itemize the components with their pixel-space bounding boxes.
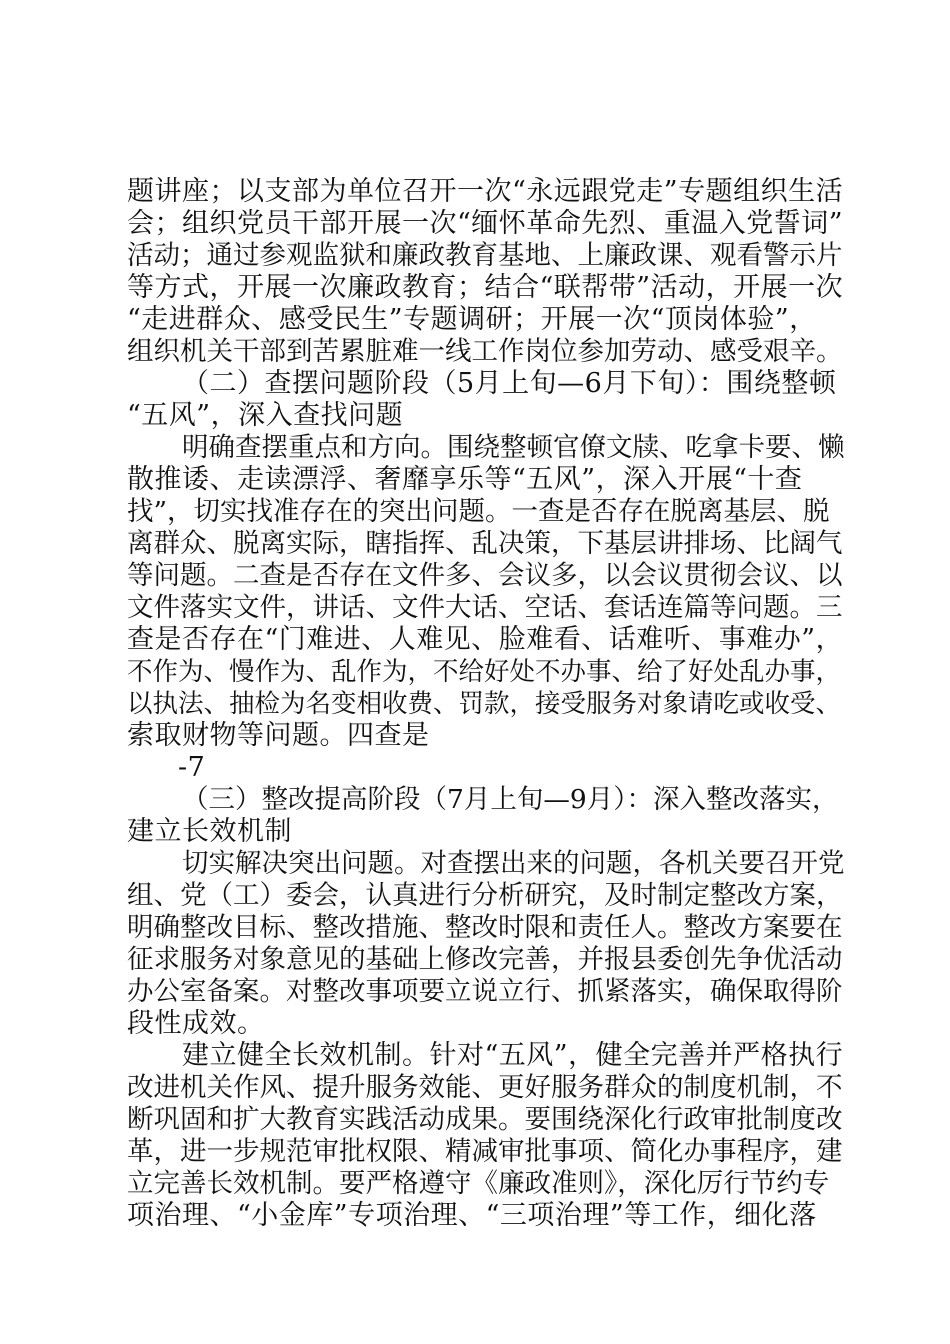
section-heading: “五风”，深入查找问题 xyxy=(127,400,404,431)
body-text-line: 找”，切实找准存在的突出问题。一查是否存在脱离基层、脱 xyxy=(127,496,830,527)
body-text-line: 征求服务对象意见的基础上修改完善，并报县委创先争优活动 xyxy=(127,944,843,975)
body-text-line: 题讲座；以支部为单位召开一次“永远跟党走”专题组织生活 xyxy=(127,176,844,207)
body-text-line: 索取财物等问题。四查是 xyxy=(127,720,430,751)
section-heading: （二）查摆问题阶段（5月上旬—6月下旬）：围绕整顿 xyxy=(182,368,837,399)
body-text-line: 段性成效。 xyxy=(127,1008,265,1039)
section-heading: （三）整改提高阶段（7月上旬—9月）：深入整改落实， xyxy=(182,784,839,815)
body-text-line: 改进机关作风、提升服务效能、更好服务群众的制度机制，不 xyxy=(127,1072,843,1103)
body-text-line: 以执法、抽检为名变相收费、罚款，接受服务对象请吃或收受、 xyxy=(127,689,842,719)
body-text-line: 立完善长效机制。要严格遵守《廉政准则》，深化厉行节约专 xyxy=(127,1168,830,1199)
body-text-line: 建立健全长效机制。针对“五风”，健全完善并严格执行 xyxy=(182,1040,844,1071)
section-heading: 建立长效机制 xyxy=(127,816,292,847)
body-text-line: 等方式，开展一次廉政教育；结合“联帮带”活动，开展一次 xyxy=(127,272,844,303)
body-text-line: 组织机关干部到苦累脏难一线工作岗位参加劳动、感受艰辛。 xyxy=(127,336,843,367)
body-text-line: “走进群众、感受民生”专题调研；开展一次“顶岗体验”， xyxy=(127,304,817,335)
body-text-line: 项治理、“小金库”专项治理、“三项治理”等工作，细化落 xyxy=(127,1200,817,1231)
body-text-line: 会；组织党员干部开展一次“缅怀革命先烈、重温入党誓词” xyxy=(127,208,844,239)
body-text-line: 明确查摆重点和方向。围绕整顿官僚文牍、吃拿卡要、懒 xyxy=(182,432,845,463)
body-text-line: 组、党（工）委会，认真进行分析研究，及时制定整改方案， xyxy=(127,880,843,911)
body-text-line: 离群众、脱离实际，瞎指挥、乱决策，下基层讲排场、比阔气 xyxy=(127,528,843,559)
body-text-line: 散推诿、走读漂浮、奢靡享乐等“五风”，深入开展“十查 xyxy=(127,464,803,495)
body-text-line: 活动；通过参观监狱和廉政教育基地、上廉政课、观看警示片 xyxy=(127,240,843,271)
body-text-line: 办公室备案。对整改事项要立说立行、抓紧落实，确保取得阶 xyxy=(127,976,843,1007)
body-text-line: 文件落实文件，讲话、文件大话、空话、套话连篇等问题。三 xyxy=(127,592,843,623)
body-text-line: 等问题。二查是否存在文件多、会议多，以会议贯彻会议、以 xyxy=(127,560,843,591)
page-marker: -7 xyxy=(178,752,206,783)
body-text-line: 革，进一步规范审批权限、精减审批事项、简化办事程序，建 xyxy=(127,1136,843,1167)
body-text-line: 不作为、慢作为、乱作为，不给好处不办事、给了好处乱办事， xyxy=(127,657,842,687)
body-text-line: 切实解决突出问题。对查摆出来的问题，各机关要召开党 xyxy=(182,848,845,879)
body-text-line: 明确整改目标、整改措施、整改时限和责任人。整改方案要在 xyxy=(127,912,843,943)
body-text-line: 断巩固和扩大教育实践活动成果。要围绕深化行政审批制度改 xyxy=(127,1104,843,1135)
body-text-line: 查是否存在“门难进、人难见、脸难看、话难听、事难办”， xyxy=(127,624,844,655)
